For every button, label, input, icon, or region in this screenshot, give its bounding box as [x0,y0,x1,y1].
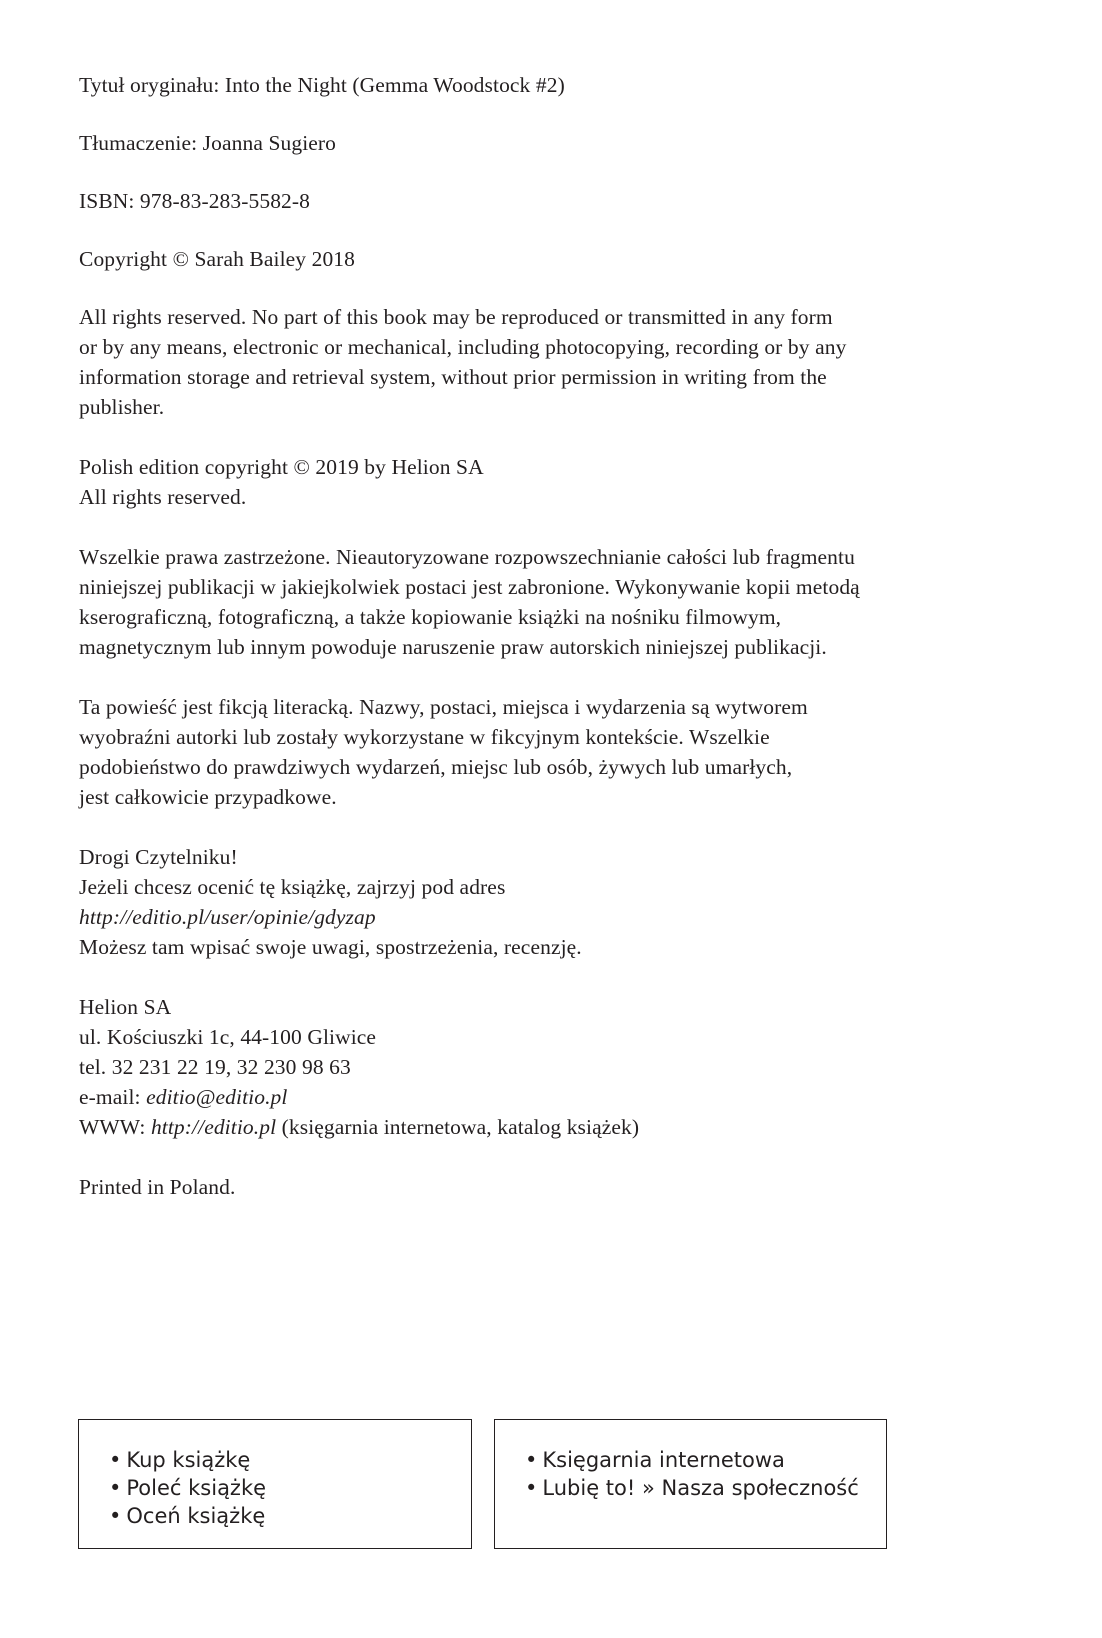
www-link[interactable]: http://editio.pl [150,1115,277,1139]
rights-pl-line: Wszelkie prawa zastrzeżone. Nieautoryzowane rozpowszechnianie całości lub fragmentu [79,545,855,569]
bullet-icon: • [109,1448,122,1472]
community-links-box [494,1419,887,1549]
recommend-book-label: Poleć książkę [126,1476,267,1500]
publisher-address: ul. Kościuszki 1c, 44-100 Gliwice [79,1025,377,1049]
reader-greeting: Drogi Czytelniku! [79,845,238,869]
community-link[interactable] [525,1474,886,1502]
rights-en-line: information storage and retrieval system, without prior permission in writing from the [79,365,827,389]
isbn-text: ISBN: 978-83-283-5582-8 [79,189,311,213]
bullet-icon: • [109,1504,122,1528]
copyright-notice [79,244,1009,274]
rights-en-line: or by any means, electronic or mechanical, including photocopying, recording or by any [79,335,847,359]
reader-prompt: Jeżeli chcesz ocenić tę książkę, zajrzyj pod adres [79,875,506,899]
bullet-icon: • [525,1448,538,1472]
online-bookstore-link[interactable] [525,1446,886,1474]
page-body [79,70,1009,1232]
review-link[interactable]: http://editio.pl/user/opinie/gdyzap [79,905,376,929]
translation-text: Tłumaczenie: Joanna Sugiero [79,131,337,155]
rate-book-label: Oceń książkę [126,1504,266,1528]
rights-en-line: All rights reserved. No part of this book may be reproduced or transmitted in any form [79,305,833,329]
fiction-notice [79,692,1009,812]
rights-pl-line: magnetycznym lub innym powoduje naruszenie praw autorskich niniejszej publikacji. [79,635,827,659]
polish-edition-notice [79,452,1009,512]
rights-paragraph-pl [79,542,1009,662]
fiction-line: jest całkowicie przypadkowe. [79,785,337,809]
printed-text: Printed in Poland. [79,1175,236,1199]
recommend-book-link[interactable] [109,1474,471,1502]
original-title [79,70,1009,100]
community-label: Lubię to! » Nasza społeczność [542,1476,859,1500]
buy-book-label: Kup książkę [126,1448,251,1472]
copyright-text: Copyright © Sarah Bailey 2018 [79,247,356,271]
book-actions-box [78,1419,472,1549]
reader-note [79,842,1009,962]
isbn [79,186,1009,216]
fiction-line: podobieństwo do prawdziwych wydarzeń, miejsc lub osób, żywych lub umarłych, [79,755,793,779]
publisher-name: Helion SA [79,995,172,1019]
online-bookstore-label: Księgarnia internetowa [542,1448,785,1472]
polish-edition-line: Polish edition copyright © 2019 by Helion SA [79,455,484,479]
printed-notice [79,1172,1009,1202]
www-description: (księgarnia internetowa, katalog książek) [276,1115,640,1139]
rights-pl-line: kserograficzną, fotograficzną, a także kopiowanie książki na nośniku filmowym, [79,605,782,629]
polish-edition-line: All rights reserved. [79,485,247,509]
buy-book-link[interactable] [109,1446,471,1474]
publisher-info [79,992,1009,1142]
rights-paragraph-en [79,302,1009,422]
email-link[interactable]: editio@editio.pl [146,1085,288,1109]
publisher-email-row [79,1082,1009,1112]
bullet-icon: • [525,1476,538,1500]
email-label: e-mail: [79,1085,147,1109]
reader-invite: Możesz tam wpisać swoje uwagi, spostrzeżenia, recenzję. [79,935,582,959]
fiction-line: wyobraźni autorki lub zostały wykorzystane w fikcyjnym kontekście. Wszelkie [79,725,770,749]
rights-en-line: publisher. [79,395,165,419]
publisher-phone: tel. 32 231 22 19, 32 230 98 63 [79,1055,351,1079]
publisher-www-row [79,1112,1009,1142]
fiction-line: Ta powieść jest fikcją literacką. Nazwy, postaci, miejsca i wydarzenia są wytworem [79,695,808,719]
rights-pl-line: niniejszej publikacji w jakiejkolwiek postaci jest zabronione. Wykonywanie kopii metodą [79,575,860,599]
original-title-text: Tytuł oryginału: Into the Night (Gemma Woodstock #2) [79,73,565,97]
translation-credit [79,128,1009,158]
bullet-icon: • [109,1476,122,1500]
rate-book-link[interactable] [109,1502,471,1530]
www-label: WWW: [79,1115,151,1139]
